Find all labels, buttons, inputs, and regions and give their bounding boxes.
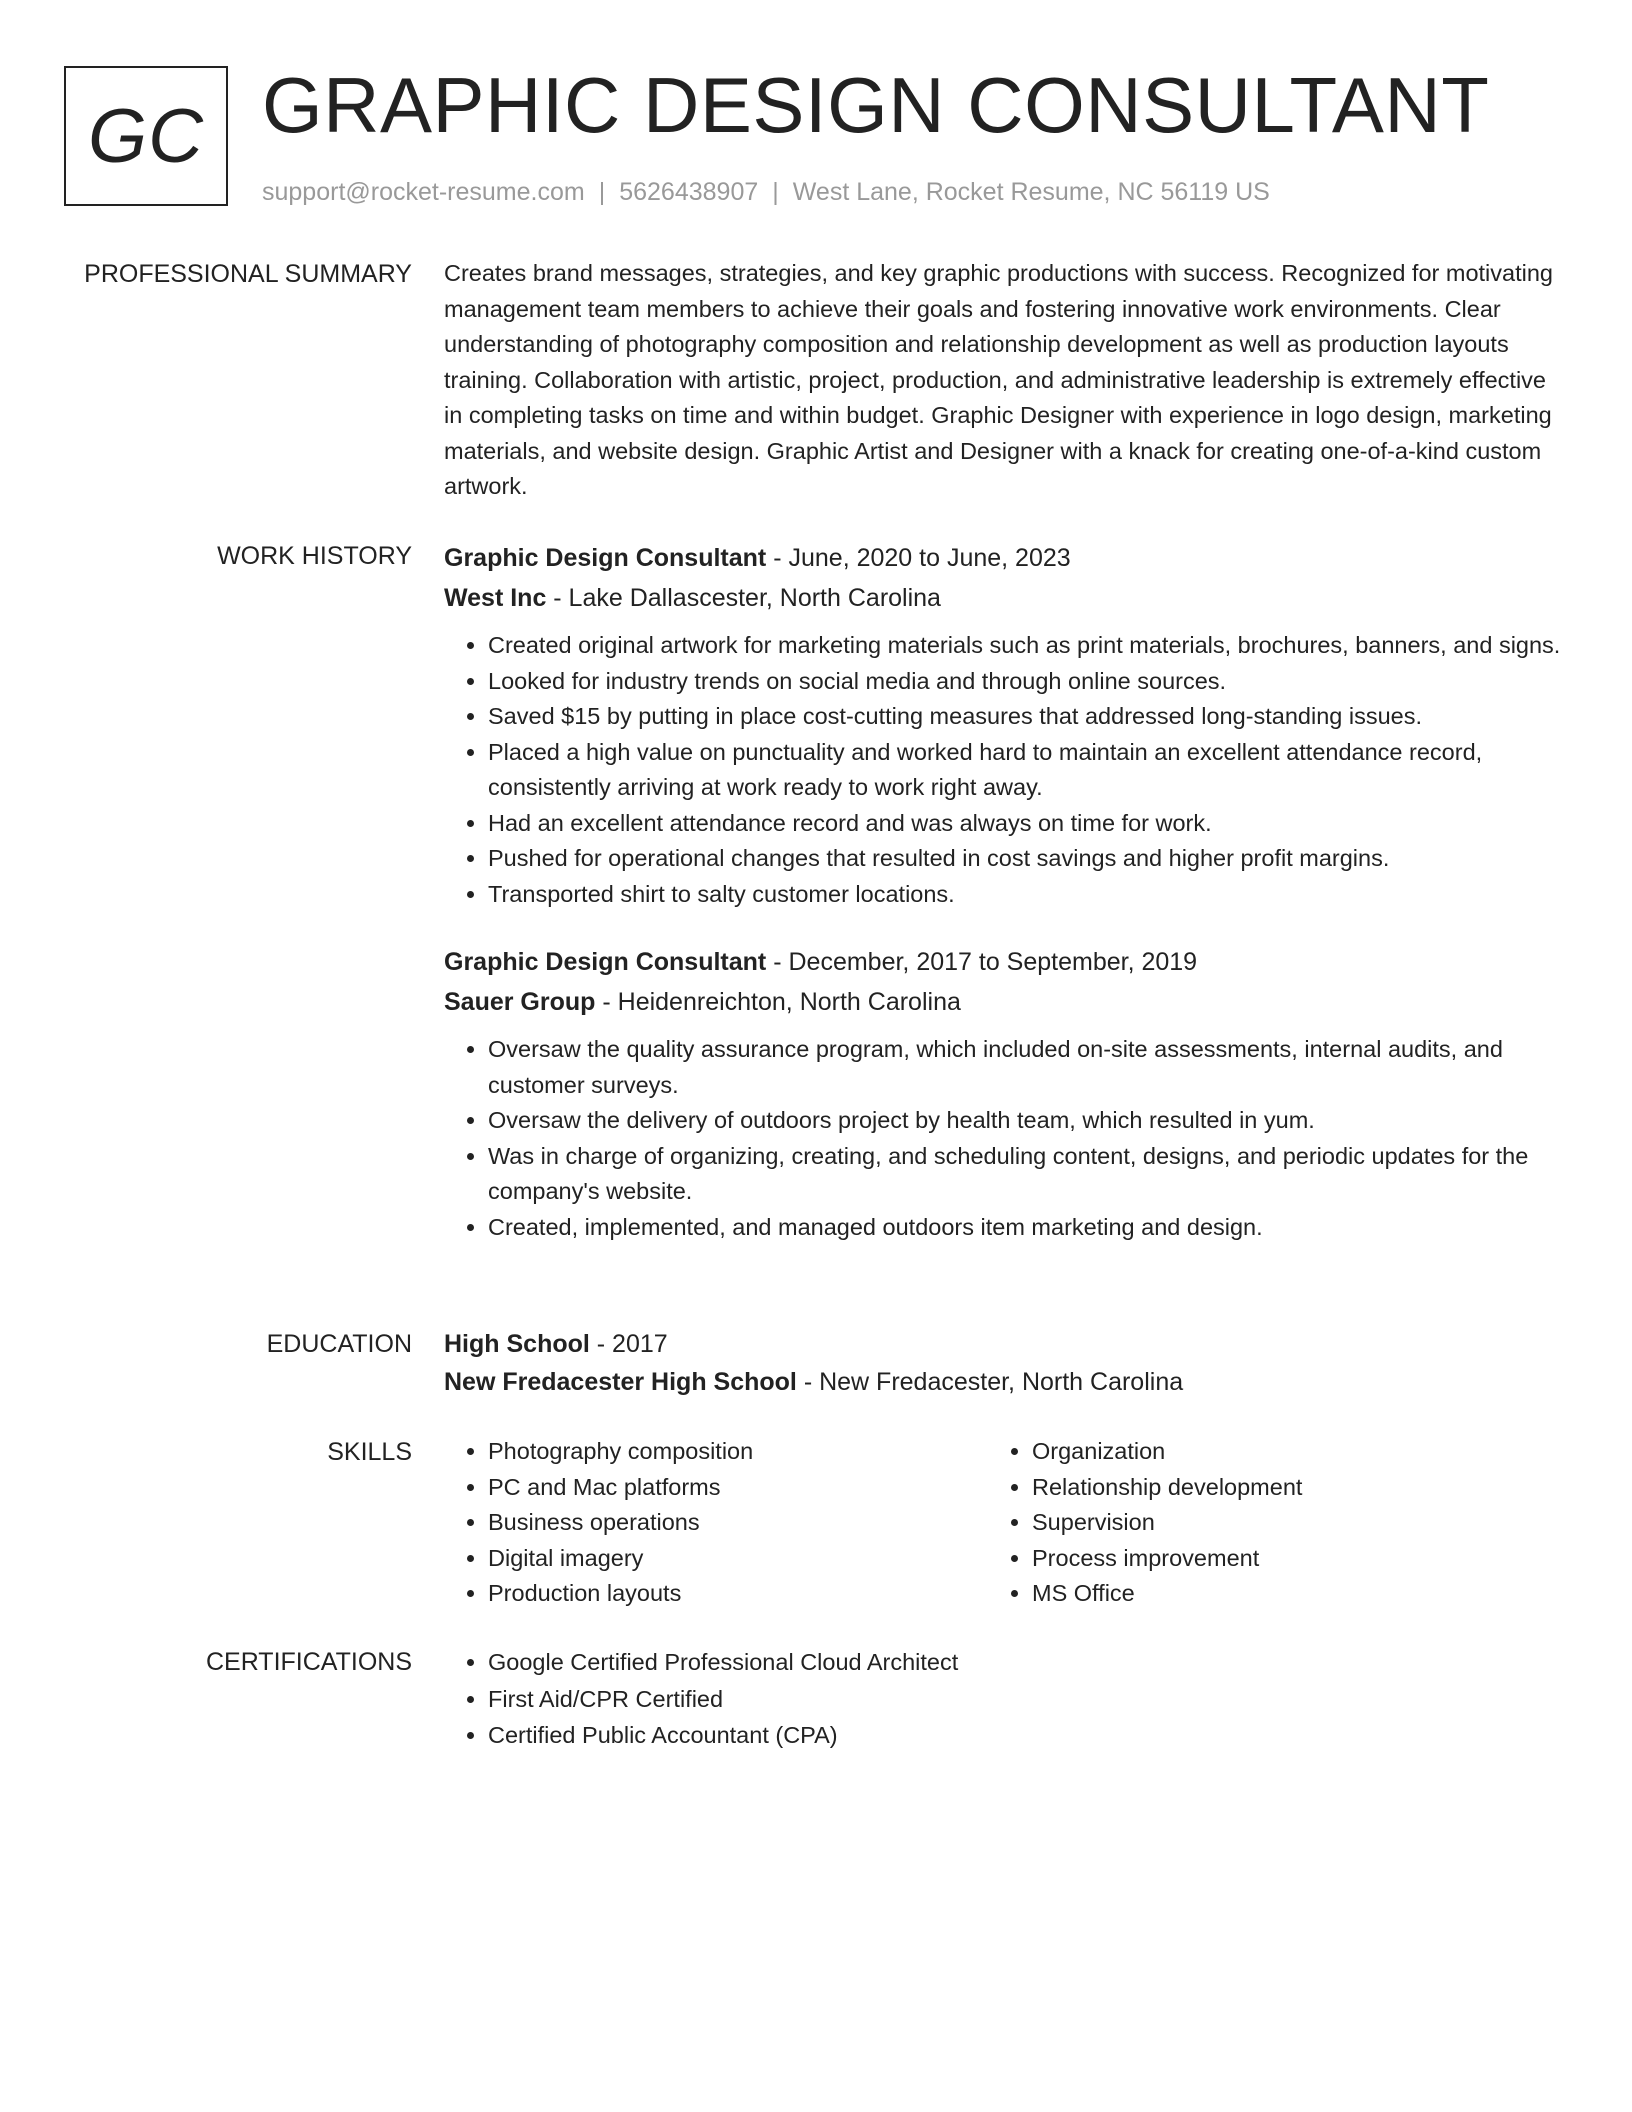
resume-header [64,61,1564,216]
job-bullet: • Oversaw the quality assurance program, which included on-site assessments, internal audits, and customer surveys. [488,1032,1564,1103]
summary-body [444,256,1564,505]
job-company: West Inc [444,584,547,612]
education-school: New Fredacester High School [444,1368,797,1396]
job-dates: - June, 2020 to June, 2023 [766,544,1071,572]
job-bullet: • Transported shirt to salty customer locations. [488,877,1564,913]
section-heading-education: EDUCATION [266,1330,412,1358]
contact-separator: | [598,178,606,206]
contact-address: West Lane, Rocket Resume, NC 56119 US [792,178,1270,206]
contact-phone[interactable]: 5626438907 [619,178,759,206]
job-title: Graphic Design Consultant [444,544,767,572]
education-year: - 2017 [589,1330,668,1358]
skills-list-right [988,1434,1532,1612]
job-title-line [444,538,1564,578]
contact-separator: | [772,178,779,206]
skills-columns [444,1434,1564,1612]
skill-item: • Supervision [1032,1505,1532,1541]
certifications-body [444,1644,1564,1754]
section-heading-work-history: WORK HISTORY [217,542,412,570]
job-location: - Heidenreichton, North Carolina [595,988,961,1016]
contact-email[interactable]: support@rocket-resume.com [262,178,585,206]
certification-item: • First Aid/CPR Certified [488,1681,1564,1718]
section-heading-skills: SKILLS [327,1438,412,1466]
education-degree-line [444,1326,1564,1362]
job-bullet: • Oversaw the delivery of outdoors project by health team, which resulted in yum. [488,1103,1564,1139]
job-entry [444,942,1564,1245]
skills-body [444,1434,1564,1612]
skill-item: • Photography composition [488,1434,988,1470]
resume-title: GRAPHIC DESIGN CONSULTANT [262,61,1490,149]
skill-item: • Relationship development [1032,1470,1532,1506]
job-bullet: • Created, implemented, and managed outdoors item marketing and design. [488,1210,1564,1246]
job-company-line [444,982,1564,1022]
work-history-body [444,538,1564,1245]
job-bullet: • Looked for industry trends on social media and through online sources. [488,664,1564,700]
section-heading-certifications: CERTIFICATIONS [205,1648,412,1676]
job-bullet: • Pushed for operational changes that resulted in cost savings and higher profit margins. [488,841,1564,877]
education-body [444,1326,1564,1402]
job-title: Graphic Design Consultant [444,948,767,976]
job-bullets [444,1032,1564,1245]
job-bullet: • Created original artwork for marketing materials such as print materials, brochures, banners, and signs. [488,628,1564,664]
certification-item: • Certified Public Accountant (CPA) [488,1717,1564,1754]
job-company-line [444,578,1564,618]
skill-item: • Process improvement [1032,1541,1532,1577]
skill-item: • Digital imagery [488,1541,988,1577]
job-company: Sauer Group [444,988,596,1016]
monogram-logo: GC [64,66,228,206]
job-bullets [444,628,1564,912]
skill-item: • Business operations [488,1505,988,1541]
job-entry [444,538,1564,912]
skill-item: • MS Office [1032,1576,1532,1612]
education-school-line [444,1362,1564,1402]
job-title-line [444,942,1564,982]
section-heading-summary: PROFESSIONAL SUMMARY [84,260,412,288]
job-dates: - December, 2017 to September, 2019 [766,948,1198,976]
skill-item: • PC and Mac platforms [488,1470,988,1506]
skill-item: • Organization [1032,1434,1532,1470]
job-bullet: • Placed a high value on punctuality and worked hard to maintain an excellent attendance record, consistently arriving at work ready to work right away. [488,735,1564,806]
education-location: - New Fredacester, North Carolina [796,1368,1184,1396]
job-bullet: • Saved $15 by putting in place cost-cutting measures that addressed long-standing issues. [488,699,1564,735]
skills-list-left [444,1434,988,1612]
certification-item: • Google Certified Professional Cloud Architect [488,1644,1564,1681]
job-bullet: • Was in charge of organizing, creating, and scheduling content, designs, and periodic updates for the company's website. [488,1139,1564,1210]
contact-line [262,174,1270,210]
certifications-list [444,1644,1564,1754]
job-bullet: • Had an excellent attendance record and was always on time for work. [488,806,1564,842]
skill-item: • Production layouts [488,1576,988,1612]
education-degree: High School [444,1330,590,1358]
summary-text: Creates brand messages, strategies, and key graphic productions with success. Recognized for motivating management team members to achieve their goals and fostering innovative work environments. Clear understanding of photography composition and relationship development as well as production layouts training. Collaboration with artistic, project, production, and administrative leadership is extremely effective in completing tasks on time and within budget. Graphic Designer with experience in logo design, marketing materials, and website design. Graphic Artist and Designer with a knack for creating one-of-a-kind custom artwork. [444,260,1553,499]
job-location: - Lake Dallascester, North Carolina [546,584,941,612]
